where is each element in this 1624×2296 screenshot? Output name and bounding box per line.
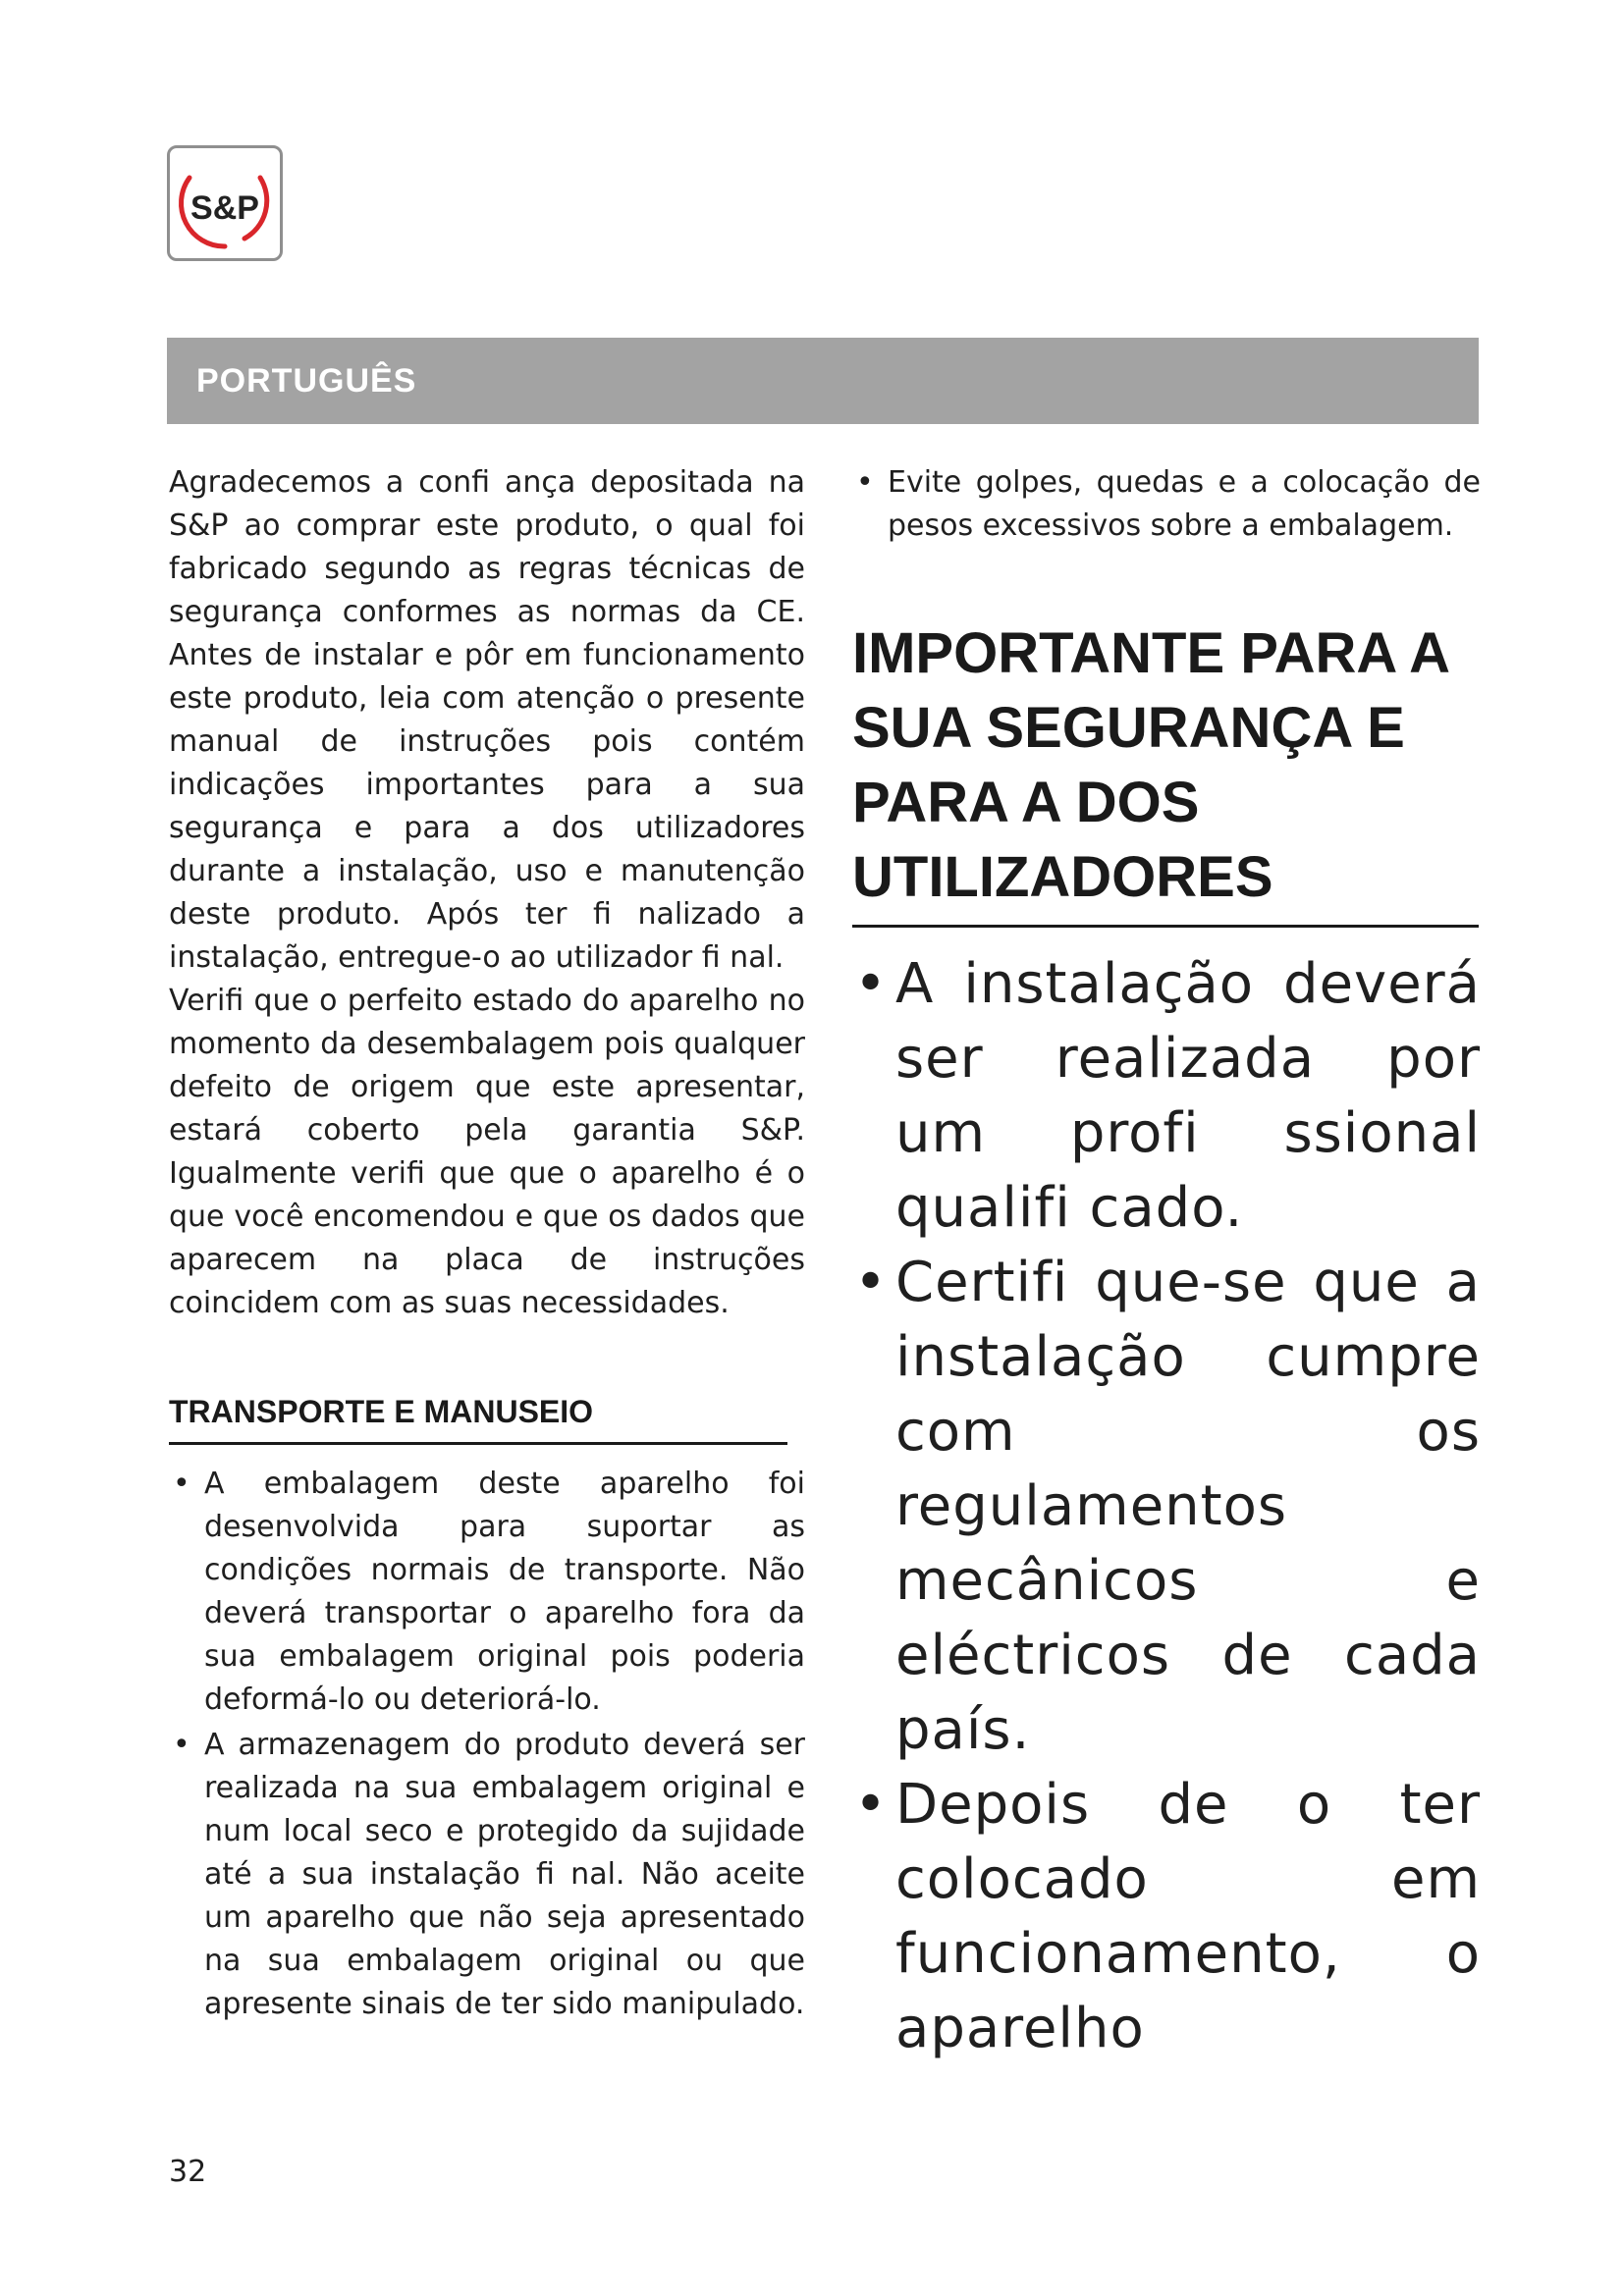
list-item [852, 1246, 1481, 1768]
transport-list-continued [852, 461, 1481, 548]
page-number: 32 [169, 2155, 207, 2189]
transport-item-text: A embalagem deste aparelho foi desenvolvida para suportar as condições normais de transporte. Não deverá transportar o aparelho fora da sua embalagem original pois poderia deformá-lo ou deteriorá-lo. [204, 1467, 805, 1717]
brand-logo [167, 145, 283, 261]
safety-item-text: Depois de o ter colocado em funcionamento, o aparelho [895, 1773, 1481, 2060]
transport-list [169, 1463, 805, 2026]
bullet-icon: • [854, 1773, 889, 1837]
intro-paragraph-2: Verifi que o perfeito estado do aparelho no momento da desembalagem pois qualquer defeito de origem que este apresentar, estará coberto pela garantia S&P. Igualmente verifi que que o aparelho é o que você encomendou e que os dados que aparecem na placa de instruções coincidem com as suas necessidades. [169, 984, 805, 1320]
list-item [852, 947, 1481, 1246]
transport-item-text: Evite golpes, quedas e a colocação de pesos excessivos sobre a embalagem. [888, 465, 1481, 543]
transport-heading: TRANSPORTE E MANUSEIO [169, 1394, 787, 1445]
bullet-icon: • [173, 1467, 190, 1501]
safety-heading: IMPORTANTE PARA A SUA SEGURANÇA E PARA A DOS UTILIZADORES [852, 616, 1479, 928]
intro-paragraph-1: Agradecemos a confi ança depositada na S&P ao comprar este produto, o qual foi fabricado segundo as regras técnicas de segurança conformes as normas da CE. Antes de instalar e pôr em funcionamento este produto, leia com atenção o presente manual de instruções pois contém indicações importantes para a sua segurança e para a dos utilizadores durante a instalação, uso e manutenção deste produto. Após ter fi nalizado a instalação, entregue-o ao utilizador fi nal. [169, 465, 805, 975]
list-item [852, 461, 1481, 548]
bullet-icon: • [856, 465, 874, 500]
safety-list [852, 947, 1481, 2066]
list-item [169, 1463, 805, 1722]
sp-logo-icon [170, 148, 280, 258]
list-item [852, 1768, 1481, 2066]
bullet-icon: • [854, 1251, 889, 1314]
logo-text: S&P [190, 189, 259, 227]
safety-item-text: A instalação deverá ser realizada por um profi ssional qualifi cado. [895, 952, 1481, 1240]
bullet-icon: • [173, 1728, 190, 1762]
bullet-icon: • [854, 952, 889, 1016]
language-title: PORTUGUÊS [196, 361, 417, 400]
language-header-bar [167, 338, 1479, 424]
left-column [169, 461, 805, 2028]
transport-item-text: A armazenagem do produto deverá ser realizada na sua embalagem original e num local seco e protegido da sujidade até a sua instalação fi nal. Não aceite um aparelho que não seja apresentado na sua embalagem original ou que apresente sinais de ter sido manipulado. [204, 1728, 805, 2021]
safety-item-text: Certifi que-se que a instalação cumpre com os regulamentos mecânicos e eléctricos de cada país. [895, 1251, 1481, 1762]
list-item [169, 1724, 805, 2026]
right-column [852, 461, 1481, 2066]
